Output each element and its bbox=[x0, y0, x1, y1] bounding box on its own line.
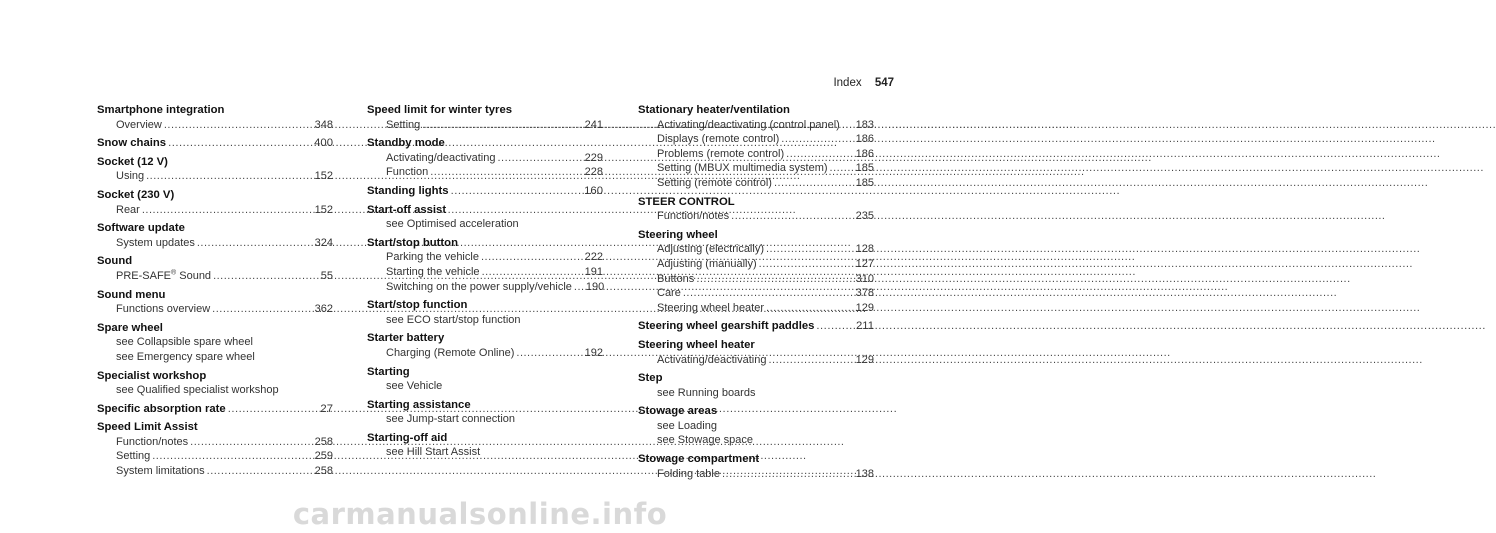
page-reference: 183 bbox=[855, 118, 874, 131]
index-entry-title bbox=[638, 404, 874, 419]
subentry-label: Problems (remote control) bbox=[657, 147, 785, 160]
index-entry bbox=[367, 103, 603, 132]
index-term: Socket (230 V) bbox=[97, 188, 175, 201]
index-term: Sound menu bbox=[97, 288, 166, 301]
index-entry-title bbox=[97, 188, 333, 203]
page-reference: 324 bbox=[314, 236, 333, 249]
subentry-label: Activating/deactivating bbox=[657, 353, 767, 366]
index-term: Start/stop function bbox=[367, 299, 468, 312]
index-subentry bbox=[638, 419, 874, 434]
index-subentry bbox=[638, 242, 874, 257]
index-term: Speed Limit Assist bbox=[97, 421, 198, 434]
subentry-label: see Emergency spare wheel bbox=[116, 350, 255, 363]
page-reference: 152 bbox=[314, 203, 333, 216]
index-term: Stowage areas bbox=[638, 405, 718, 418]
page-reference: 127 bbox=[855, 257, 874, 270]
index-subentry bbox=[638, 257, 874, 272]
index-subentry bbox=[97, 383, 333, 398]
page-reference: 258 bbox=[314, 465, 333, 478]
page-reference: 235 bbox=[855, 210, 874, 223]
index-entry bbox=[97, 321, 333, 365]
page-reference: 228 bbox=[584, 166, 603, 179]
subentry-label: see Optimised acceleration bbox=[386, 218, 519, 231]
dot-leader bbox=[212, 302, 308, 317]
index-term: Starting bbox=[367, 365, 410, 378]
index-entry bbox=[367, 298, 603, 327]
page-reference: 160 bbox=[584, 184, 603, 197]
subentry-text bbox=[116, 118, 162, 133]
index-column-2 bbox=[367, 103, 603, 464]
dot-leader bbox=[786, 147, 849, 162]
subentry-text bbox=[116, 169, 144, 184]
page-reference: 129 bbox=[855, 353, 874, 366]
subentry-label: System updates bbox=[116, 236, 195, 249]
index-subentry bbox=[638, 353, 874, 368]
subentry-label: see Vehicle bbox=[386, 380, 443, 393]
index-subentry bbox=[367, 313, 603, 328]
page-reference: 211 bbox=[855, 320, 874, 333]
dot-leader bbox=[830, 161, 850, 176]
dot-leader bbox=[722, 467, 850, 482]
subentry-text bbox=[116, 449, 150, 464]
index-subentry bbox=[367, 265, 603, 280]
index-entry bbox=[97, 288, 333, 317]
index-term: Standing lights bbox=[367, 184, 449, 197]
index-subentry bbox=[638, 176, 874, 191]
page-header bbox=[833, 77, 894, 89]
subentry-label-suffix: Sound bbox=[176, 269, 212, 282]
subentry-text bbox=[386, 217, 519, 232]
page-reference: 186 bbox=[855, 133, 874, 146]
index-subentry bbox=[367, 118, 603, 133]
index-entry-title bbox=[367, 184, 603, 199]
index-subentry bbox=[638, 386, 874, 401]
subentry-label: Setting (MBUX multimedia system) bbox=[657, 162, 828, 175]
index-subentry bbox=[638, 301, 874, 316]
subentry-text bbox=[386, 346, 514, 361]
index-subentry bbox=[97, 118, 333, 133]
subentry-label: Care bbox=[657, 287, 681, 300]
index-entry bbox=[97, 155, 333, 184]
subentry-label: Switching on the power supply/vehicle bbox=[386, 280, 572, 293]
index-term: Starter battery bbox=[367, 332, 445, 345]
dot-leader bbox=[781, 132, 849, 147]
index-entry bbox=[638, 371, 874, 400]
subentry-text bbox=[116, 203, 140, 218]
subentry-text bbox=[657, 257, 757, 272]
subentry-text bbox=[116, 383, 279, 398]
index-entry-title bbox=[97, 103, 333, 118]
dot-leader bbox=[516, 346, 578, 361]
dot-leader bbox=[422, 118, 578, 133]
index-subentry bbox=[367, 165, 603, 180]
subentry-label: Charging (Remote Online) bbox=[386, 346, 515, 359]
index-subentry bbox=[638, 286, 874, 301]
subentry-label: Using bbox=[116, 170, 145, 183]
subentry-text bbox=[657, 301, 764, 316]
index-term: STEER CONTROL bbox=[638, 195, 735, 208]
index-entry-title bbox=[97, 321, 333, 336]
dot-leader bbox=[213, 269, 315, 284]
subentry-label: see ECO start/stop function bbox=[386, 313, 521, 326]
subentry-text bbox=[116, 302, 210, 317]
index-term: Stationary heater/ventilation bbox=[638, 104, 790, 116]
subentry-text bbox=[116, 464, 205, 479]
index-subentry bbox=[367, 445, 603, 460]
dot-leader bbox=[759, 257, 850, 272]
index-column-1 bbox=[97, 103, 333, 483]
index-subentry bbox=[97, 350, 333, 365]
index-entry bbox=[367, 331, 603, 360]
index-term: Step bbox=[638, 372, 663, 385]
index-term: Steering wheel gearshift paddles bbox=[638, 320, 815, 333]
subentry-text bbox=[657, 242, 764, 257]
page-reference: 400 bbox=[314, 137, 333, 150]
index-subentry bbox=[97, 335, 333, 350]
index-term: Steering wheel heater bbox=[638, 338, 755, 351]
subentry-text bbox=[657, 161, 828, 176]
index-subentry bbox=[97, 269, 333, 284]
subentry-text bbox=[386, 280, 572, 295]
subentry-label: see Jump-start connection bbox=[386, 413, 516, 426]
subentry-text bbox=[116, 335, 253, 350]
subentry-label: see Loading bbox=[657, 419, 717, 432]
index-subentry bbox=[97, 236, 333, 251]
index-entry-title bbox=[97, 402, 333, 417]
index-subentry bbox=[367, 412, 603, 427]
subentry-label: PRE-SAFE bbox=[116, 269, 172, 282]
page-reference: 138 bbox=[855, 467, 874, 480]
page-reference: 185 bbox=[855, 176, 874, 189]
index-subentry bbox=[367, 151, 603, 166]
subentry-label: Function/notes bbox=[116, 435, 189, 448]
index-entry bbox=[97, 420, 333, 478]
page-reference: 222 bbox=[584, 251, 603, 264]
subentry-label: see Running boards bbox=[657, 386, 756, 399]
index-entry bbox=[367, 136, 603, 180]
index-entry bbox=[638, 103, 874, 191]
index-term: Sound bbox=[97, 255, 133, 268]
subentry-text bbox=[386, 379, 442, 394]
index-entry bbox=[97, 369, 333, 398]
page-reference: 258 bbox=[314, 435, 333, 448]
dot-leader bbox=[164, 118, 309, 133]
index-entry bbox=[97, 254, 333, 283]
index-subentry bbox=[97, 203, 333, 218]
subentry-text bbox=[386, 151, 495, 166]
index-entry-title bbox=[97, 155, 333, 170]
dot-leader bbox=[197, 236, 309, 251]
index-term: Start-off assist bbox=[367, 203, 447, 216]
index-entry-title bbox=[367, 136, 603, 151]
page-reference: 190 bbox=[585, 280, 605, 293]
subentry-label: Setting (remote control) bbox=[657, 176, 772, 189]
subentry-text bbox=[386, 412, 515, 427]
subentry-text bbox=[116, 435, 188, 450]
index-term: Start/stop button bbox=[367, 236, 458, 249]
index-entry-title bbox=[638, 228, 874, 243]
page-reference: 241 bbox=[584, 118, 603, 131]
index-subentry bbox=[97, 302, 333, 317]
subentry-label: Folding table bbox=[657, 467, 720, 480]
subentry-text bbox=[657, 176, 772, 191]
dot-leader bbox=[168, 136, 308, 151]
index-term: Snow chains bbox=[97, 137, 167, 150]
page-reference: 348 bbox=[314, 118, 333, 131]
watermark: carmanualsonline.info bbox=[292, 497, 668, 531]
subentry-label: Overview bbox=[116, 118, 162, 131]
index-subentry bbox=[97, 169, 333, 184]
index-subentry bbox=[367, 379, 603, 394]
dot-leader bbox=[207, 464, 309, 479]
page-reference: 362 bbox=[314, 303, 333, 316]
dot-leader bbox=[142, 203, 309, 218]
index-subentry bbox=[97, 449, 333, 464]
subentry-label: Rear bbox=[116, 203, 140, 216]
subentry-label: see Hill Start Assist bbox=[386, 446, 481, 459]
page-reference: 55 bbox=[320, 269, 333, 282]
subentry-text bbox=[386, 445, 480, 460]
index-entry-title bbox=[638, 103, 874, 118]
dot-leader bbox=[766, 301, 850, 316]
subentry-text bbox=[116, 350, 255, 365]
dot-leader bbox=[497, 151, 578, 166]
subentry-label: see Qualified specialist workshop bbox=[116, 384, 279, 397]
dot-leader bbox=[574, 280, 580, 295]
index-entry-title bbox=[638, 319, 874, 334]
index-entry-title bbox=[97, 288, 333, 303]
index-entry-title bbox=[367, 365, 603, 380]
dot-leader bbox=[152, 449, 308, 464]
index-term: Socket (12 V) bbox=[97, 155, 168, 168]
subentry-text bbox=[386, 313, 521, 328]
dot-leader bbox=[228, 402, 315, 417]
subentry-label: Buttons bbox=[657, 272, 695, 285]
index-term: Specific absorption rate bbox=[97, 402, 226, 415]
index-entry-title bbox=[367, 103, 603, 118]
subentry-label: Function/notes bbox=[657, 210, 730, 223]
subentry-label: see Collapsible spare wheel bbox=[116, 336, 253, 349]
index-entry-title bbox=[367, 236, 603, 251]
index-entry bbox=[97, 136, 333, 151]
subentry-label: Functions overview bbox=[116, 303, 211, 316]
subentry-text bbox=[657, 353, 766, 368]
index-entry bbox=[638, 319, 874, 334]
page-reference: 128 bbox=[855, 243, 874, 256]
index-term: Standby mode bbox=[367, 137, 445, 150]
dot-leader bbox=[696, 272, 849, 287]
subentry-text bbox=[657, 272, 694, 287]
dot-leader bbox=[816, 319, 850, 334]
index-entry bbox=[97, 103, 333, 132]
page-reference: 192 bbox=[584, 346, 603, 359]
dot-leader bbox=[766, 242, 850, 257]
index-entry-title bbox=[367, 331, 603, 346]
index-entry-title bbox=[97, 254, 333, 269]
index-entry-title bbox=[367, 298, 603, 313]
index-entry bbox=[638, 452, 874, 481]
index-term: Stowage compartment bbox=[638, 453, 760, 466]
index-term: Steering wheel bbox=[638, 228, 718, 241]
subentry-label: System limitations bbox=[116, 465, 205, 478]
index-entry bbox=[367, 236, 603, 294]
dot-leader bbox=[731, 209, 849, 224]
subentry-label: Setting bbox=[386, 118, 421, 131]
index-entry bbox=[367, 365, 603, 394]
index-entry-title bbox=[97, 221, 333, 236]
subentry-label: Activating/deactivating (control panel) bbox=[657, 118, 840, 131]
subentry-label: Function bbox=[386, 166, 429, 179]
subentry-label: Displays (remote control) bbox=[657, 133, 780, 146]
dot-leader bbox=[430, 165, 578, 180]
dot-leader bbox=[481, 250, 579, 265]
index-entry bbox=[638, 404, 874, 448]
subentry-text bbox=[657, 147, 784, 162]
subentry-label: Adjusting (manually) bbox=[657, 257, 757, 270]
index-term: Speed limit for winter tyres bbox=[367, 104, 513, 116]
index-subentry bbox=[638, 209, 874, 224]
page-reference: 191 bbox=[584, 265, 603, 278]
subentry-text bbox=[657, 419, 717, 434]
index-term: Spare wheel bbox=[97, 321, 163, 334]
index-column-3 bbox=[638, 103, 874, 485]
index-term: Software update bbox=[97, 222, 185, 235]
subentry-text bbox=[657, 118, 840, 133]
page-number: 547 bbox=[874, 77, 894, 89]
subentry-text bbox=[386, 165, 428, 180]
subentry-label: Adjusting (electrically) bbox=[657, 243, 764, 256]
registered-mark: ® bbox=[171, 269, 177, 277]
page-reference: 259 bbox=[314, 450, 333, 463]
index-entry bbox=[97, 188, 333, 217]
page-reference: 129 bbox=[855, 301, 874, 314]
index-entry bbox=[638, 228, 874, 316]
subentry-text bbox=[657, 132, 779, 147]
subentry-text bbox=[386, 265, 480, 280]
index-subentry bbox=[638, 433, 874, 448]
dot-leader bbox=[146, 169, 309, 184]
index-subentry bbox=[367, 217, 603, 232]
index-entry bbox=[97, 402, 333, 417]
subentry-text bbox=[386, 250, 479, 265]
index-entry-title bbox=[367, 203, 603, 218]
subentry-text bbox=[657, 286, 681, 301]
index-subentry bbox=[367, 250, 603, 265]
page-reference: 310 bbox=[855, 272, 874, 285]
index-entry-title bbox=[638, 338, 874, 353]
subentry-text bbox=[116, 269, 211, 284]
subentry-text bbox=[116, 236, 195, 251]
subentry-label: Parking the vehicle bbox=[386, 251, 479, 264]
index-entry-title bbox=[638, 452, 874, 467]
dot-leader bbox=[451, 184, 579, 199]
page-reference: 229 bbox=[584, 151, 603, 164]
index-term: Starting-off aid bbox=[367, 431, 448, 444]
index-entry-title bbox=[367, 398, 603, 413]
subentry-label: Setting bbox=[116, 450, 151, 463]
index-subentry bbox=[638, 467, 874, 482]
index-subentry bbox=[367, 346, 603, 361]
index-subentry bbox=[638, 118, 874, 133]
dot-leader bbox=[768, 353, 849, 368]
dot-leader bbox=[190, 435, 308, 450]
index-subentry bbox=[97, 435, 333, 450]
index-entry bbox=[367, 398, 603, 427]
index-subentry bbox=[638, 272, 874, 287]
index-subentry bbox=[638, 132, 874, 147]
index-entry bbox=[367, 431, 603, 460]
index-entry bbox=[97, 221, 333, 250]
page-reference: 27 bbox=[320, 402, 333, 415]
page-reference: 152 bbox=[314, 170, 333, 183]
subentry-text bbox=[657, 209, 729, 224]
page-reference: 186 bbox=[855, 147, 874, 160]
page-reference: 185 bbox=[855, 162, 874, 175]
index-subentry bbox=[638, 161, 874, 176]
subentry-label: Steering wheel heater bbox=[657, 301, 765, 314]
page-reference: 378 bbox=[855, 287, 874, 300]
subentry-text bbox=[657, 386, 755, 401]
index-entry-title bbox=[638, 371, 874, 386]
index-entry bbox=[367, 203, 603, 232]
index-entry-title bbox=[97, 369, 333, 384]
dot-leader bbox=[842, 118, 850, 133]
subentry-label: Activating/deactivating bbox=[386, 151, 496, 164]
index-entry bbox=[638, 338, 874, 367]
index-term: Specialist workshop bbox=[97, 369, 207, 382]
index-subentry bbox=[97, 464, 333, 479]
index-entry-title bbox=[367, 431, 603, 446]
index-entry bbox=[367, 184, 603, 199]
index-entry-title bbox=[97, 420, 333, 435]
subentry-label: Starting the vehicle bbox=[386, 265, 480, 278]
dot-leader bbox=[683, 286, 850, 301]
section-label: Index bbox=[833, 77, 862, 89]
index-entry-title bbox=[638, 195, 874, 210]
subentry-text bbox=[657, 433, 753, 448]
index-term: Starting assistance bbox=[367, 398, 471, 411]
index-subentry bbox=[638, 147, 874, 162]
subentry-text bbox=[657, 467, 720, 482]
index-subentry bbox=[367, 280, 603, 295]
index-term: Smartphone integration bbox=[97, 104, 225, 116]
dot-leader bbox=[482, 265, 579, 280]
index-entry bbox=[638, 195, 874, 224]
index-entry-title bbox=[97, 136, 333, 151]
subentry-label: see Stowage space bbox=[657, 434, 754, 447]
subentry-text bbox=[386, 118, 420, 133]
dot-leader bbox=[774, 176, 850, 191]
